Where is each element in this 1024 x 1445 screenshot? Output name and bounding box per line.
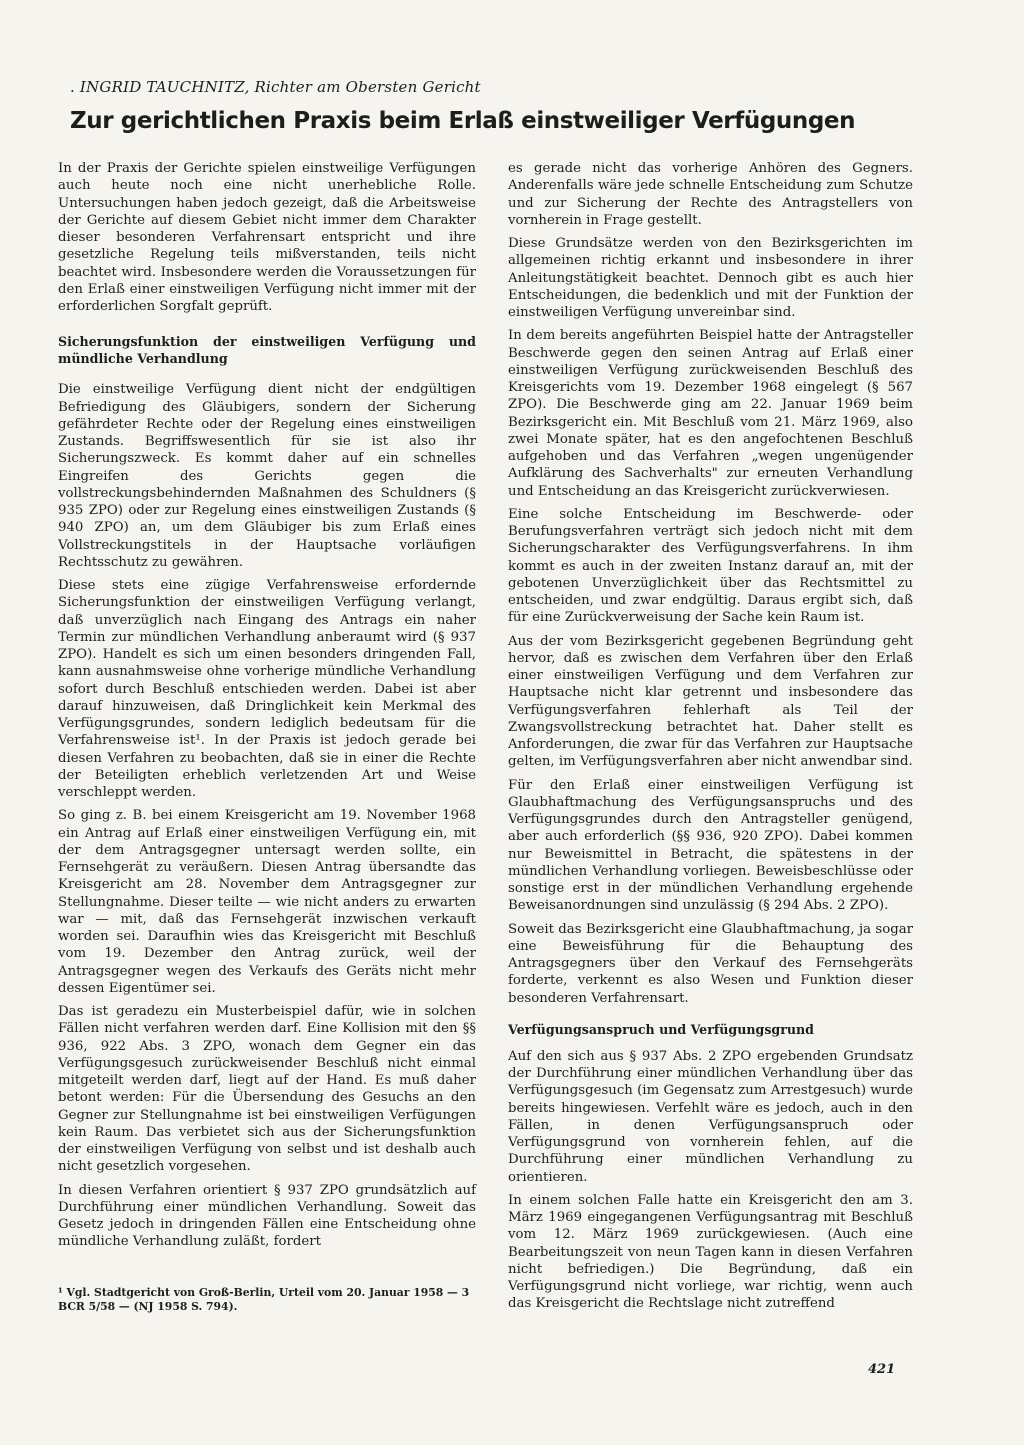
paragraph: Diese Grundsätze werden von den Bezirksgerichten im allgemeinen richtig erkannt und insbesondere in ihrer Anleitungstätigkeit beachtet. Dennoch gibt es auch hier Entscheidungen, die bedenklich und mit der Funktion der einstweiligen Verfügung unvereinbar sind. [508, 236, 913, 320]
paragraph: Soweit das Bezirksgericht eine Glaubhaftmachung, ja sogar eine Beweisführung für die Behauptung des Antragsgegners über den Verkauf des Fernsehgeräts forderte, verkennt es also Wesen und Funktion dieser besonderen Verfahrensart. [508, 921, 913, 1006]
paragraph: In diesen Verfahren orientiert § 937 ZPO grundsätzlich auf Durchführung einer mündlichen Verhandlung. Soweit das Gesetz jedoch in dringenden Fällen eine Entscheidung ohne mündliche Verhandlung zuläßt, fordert [58, 1182, 476, 1250]
footnote [58, 1286, 476, 1314]
paragraph: Das ist geradezu ein Musterbeispiel dafür, wie in solchen Fällen nicht verfahren werden darf. Eine Kollision mit den §§ 936, 922 Abs. 3 ZPO, wonach dem Gegner ein das Verfügungsgesuch zurückweisender Beschluß nicht einmal mitgeteilt werden darf, liegt auf der Hand. Es muß daher betont werden: Für die Übersendung des Gesuchs an den Gegner zur Stellungnahme ist bei einstweiligen Verfügungen kein Raum. Das verbietet sich aus der Sicherungsfunktion der einstweiligen Verfügung von selbst und ist deshalb auch nicht gesetzlich vorgesehen. [58, 1004, 476, 1175]
paragraph: In dem bereits angeführten Beispiel hatte der Antragsteller Beschwerde gegen den seinen Antrag auf Erlaß einer einstweiligen Verfügung zurückweisenden Beschluß des Kreisgerichts vom 19. Dezember 1968 eingelegt (§ 567 ZPO). Die Beschwerde ging am 22. Januar 1969 beim Bezirksgericht ein. Mit Beschluß vom 21. März 1969, also zwei Monate später, hat es den angefochtenen Beschluß aufgehoben und das Verfahren „wegen ungenügender Aufklärung des Sachverhalts" zur erneuten Verhandlung und Entscheidung an das Kreisgericht zurückverwiesen. [508, 328, 913, 499]
intro-paragraph: In der Praxis der Gerichte spielen einstweilige Verfügungen auch heute noch eine nicht unerhebliche Rolle. Untersuchungen haben jedoch gezeigt, daß die Arbeitsweise der Gerichte auf diesem Gebiet nicht immer dem Charakter dieser besonderen Verfahrensart entspricht und ihre gesetzliche Regelung teils mißverstanden, teils nicht beachtet wird. Insbesondere werden die Voraussetzungen für den Erlaß einer einstweiligen Verfügung nicht immer mit der erforderlichen Sorgfalt geprüft. [58, 161, 476, 314]
paragraph: Für den Erlaß einer einstweiligen Verfügung ist Glaubhaftmachung des Verfügungsanspruchs und des Verfügungsgrundes durch den Antragsteller genügend, aber auch erforderlich (§§ 936, 920 ZPO). Dabei kommen nur Beweismittel in Betracht, die spätestens in der mündlichen Verhandlung vorliegen. Beweisbeschlüsse oder sonstige erst in der mündlichen Verhandlung ergehende Beweisanordnungen sind unzulässig (§ 294 Abs. 2 ZPO). [508, 777, 913, 914]
paragraph: es gerade nicht das vorherige Anhören des Gegners. Anderenfalls wäre jede schnelle Entscheidung zum Schutze und zur Sicherung der Rechte des Antragstellers von vornherein in Frage gestellt. [508, 161, 913, 228]
paragraph: Diese stets eine zügige Verfahrensweise erfordernde Sicherungsfunktion der einstweiligen Verfügung verlangt, daß unverzüglich nach Eingang des Antrags ein naher Termin zur mündlichen Verhandlung anberaumt wird (§ 937 ZPO). Handelt es sich um einen besonders dringenden Fall, kann ausnahmsweise ohne vorherige mündliche Verhandlung sofort durch Beschluß entschieden werden. Dabei ist aber darauf hinzuweisen, daß Dringlichkeit kein Merkmal des Verfügungsgrundes, sondern lediglich bedeutsam für die Verfahrensweise ist¹. In der Praxis ist jedoch gerade bei diesen Verfahren zu beobachten, daß sie in einer die Rechte der Beteiligten erheblich verletzenden Art und Weise verschleppt werden. [58, 578, 476, 800]
article-title: Zur gerichtlichen Praxis beim Erlaß einstweiliger Verfügungen [70, 108, 856, 134]
paragraph: Aus der vom Bezirksgericht gegebenen Begründung geht hervor, daß es zwischen dem Verfahren über den Erlaß einer einstweiligen Verfügung und dem Verfahren zur Hauptsache nicht klar getrennt und insbesondere das Verfügungsverfahren fehlerhaft als Teil der Zwangsvollstreckung betrachtet hat. Daher stellt es Anforderungen, die zwar für das Verfahren zur Hauptsache gelten, im Verfügungsverfahren aber nicht anwendbar sind. [508, 633, 913, 770]
page-number: 421 [868, 1362, 896, 1377]
paragraph: Auf den sich aus § 937 Abs. 2 ZPO ergebenden Grundsatz der Durchführung einer mündlichen Verhandlung über das Verfügungsgesuch (im Gegensatz zum Arrestgesuch) wurde bereits hingewiesen. Verfehlt wäre es jedoch, auch in den Fällen, in denen Verfügungsanspruch oder Verfügungsgrund von vornherein fehlen, auf die Durchführung einer mündlichen Verhandlung zu orientieren. [508, 1048, 913, 1185]
paragraph: Eine solche Entscheidung im Beschwerde- oder Berufungsverfahren verträgt sich jedoch nicht mit dem Sicherungscharakter des Verfügungsverfahrens. In ihm kommt es auch in der zweiten Instanz darauf an, mit der gebotenen Unverzüglichkeit über das Rechtsmittel zu entscheiden, und zwar endgültig. Daraus ergibt sich, daß für eine Zurückverweisung der Sache kein Raum ist. [508, 506, 913, 626]
section-heading-sicherungsfunktion: Sicherungsfunktion der einstweiligen Verfügung und mündliche Verhandlung [58, 334, 476, 367]
paragraph: Die einstweilige Verfügung dient nicht der endgültigen Befriedigung des Gläubigers, sondern der Sicherung gefährdeter Rechte oder der Regelung eines einstweiligen Zustands. Begriffswesentlich für sie ist also ihr Sicherungszweck. Es kommt daher auf ein schnelles Eingreifen des Gerichts gegen die vollstreckungsbehindernden Maßnahmen des Schuldners (§ 935 ZPO) oder zur Regelung eines einstweiligen Zustands (§ 940 ZPO) an, um dem Gläubiger bis zum Erlaß eines Vollstreckungstitels in der Hauptsache vorläufigen Rechtsschutz zu gewähren. [58, 382, 476, 570]
right-column [508, 160, 913, 1319]
paragraph: In einem solchen Falle hatte ein Kreisgericht den am 3. März 1969 eingegangenen Verfügungsantrag mit Beschluß vom 12. März 1969 zurückgewiesen. (Auch eine Bearbeitungszeit von neun Tagen kann in diesen Verfahren nicht befriedigen.) Die Begründung, daß ein Verfügungsgrund nicht vorliege, war richtig, wenn auch das Kreisgericht die Rechtslage nicht zutreffend [508, 1192, 913, 1312]
section-heading-verfuegungsanspruch: Verfügungsanspruch und Verfügungsgrund [508, 1021, 814, 1037]
paragraph: So ging z. B. bei einem Kreisgericht am 19. November 1968 ein Antrag auf Erlaß einer einstweiligen Verfügung ein, mit der dem Antragsgegner untersagt werden sollte, ein Fernsehgerät zu veräußern. Diesen Antrag übersandte das Kreisgericht am 28. November dem Antragsgegner zur Stellungnahme. Dieser teilte — wie nicht anders zu erwarten war — mit, daß das Fernsehgerät inzwischen verkauft worden sei. Daraufhin wies das Kreisgericht mit Beschluß vom 19. Dezember den Antrag zurück, weil der Antragsgegner wegen des Verkaufs des Geräts nicht mehr dessen Eigentümer sei. [58, 808, 476, 996]
footnote-text: ¹ Vgl. Stadtgericht von Groß-Berlin, Urteil vom 20. Januar 1958 — 3 BCR 5/58 — (NJ 1958 S. 794). [58, 1286, 470, 1313]
left-column [58, 160, 476, 1257]
author-line: . INGRID TAUCHNITZ, Richter am Obersten Gericht [70, 78, 481, 96]
